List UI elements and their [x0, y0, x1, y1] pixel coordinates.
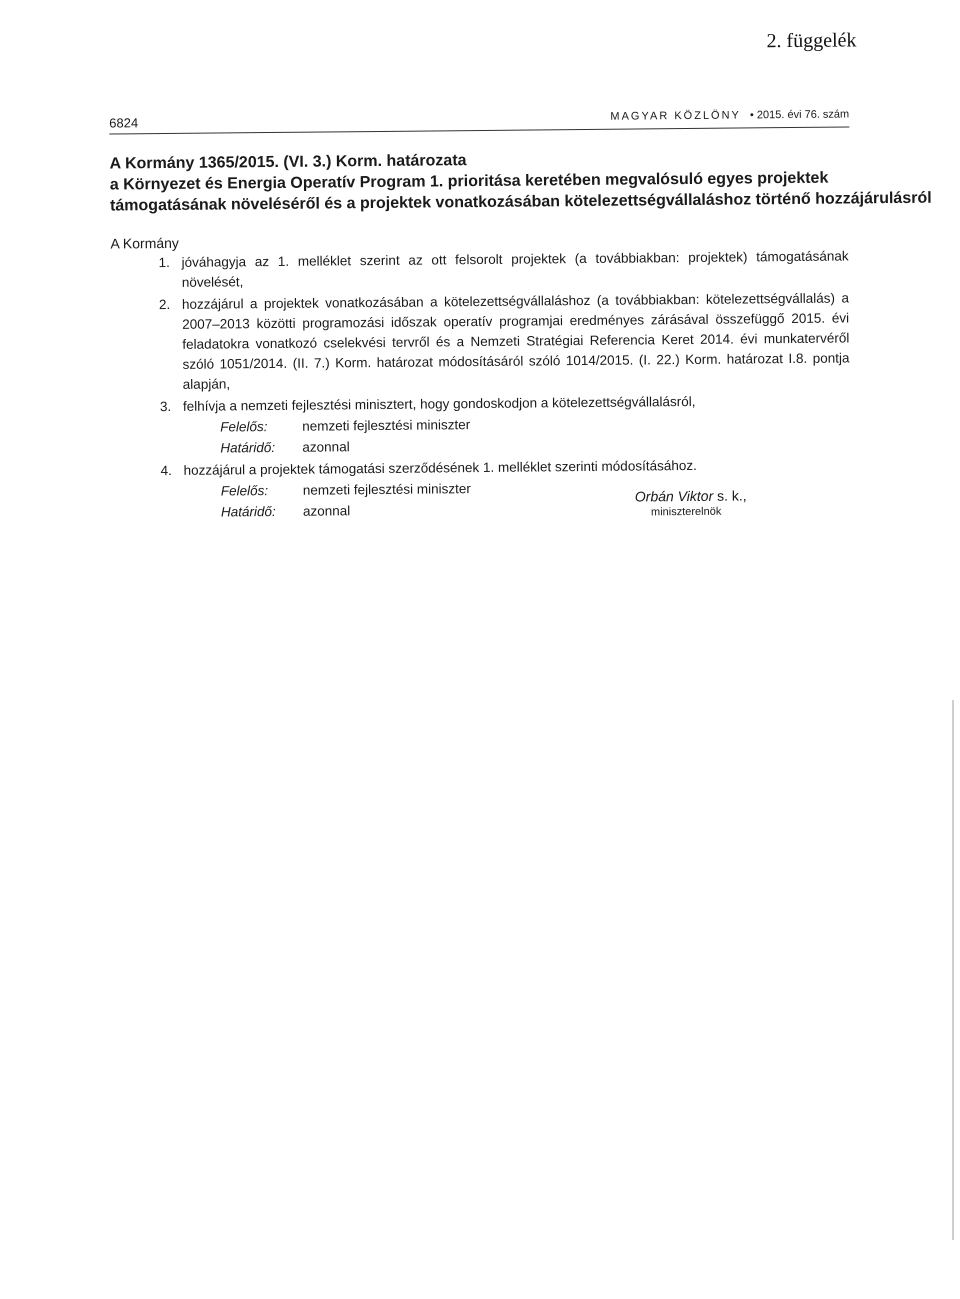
deadline-value: azonnal — [302, 503, 351, 519]
deadline-label: Határidő: — [220, 439, 276, 456]
list-item — [160, 454, 851, 523]
journal-info — [610, 108, 849, 122]
item-text: hozzájárul a projektek támogatási szerződésének 1. melléklet szerinti módosításához. — [183, 457, 697, 478]
scan-edge-line — [952, 700, 954, 1240]
page-number: 6824 — [109, 115, 139, 131]
intro-text: A Kormány — [110, 234, 179, 252]
decree-title — [109, 146, 932, 216]
deadline-value: azonnal — [302, 439, 350, 455]
signer-role: miniszterelnök — [650, 505, 722, 519]
header-separator: • — [749, 109, 754, 122]
title-line-2: a Környezet és Energia Operatív Program 1. prioritása keretében megvalósuló egyes projektek — [109, 169, 829, 194]
item-number: 1. — [158, 254, 170, 271]
item-number: 3. — [159, 398, 172, 415]
list-item — [159, 288, 850, 395]
item-number: 2. — [158, 296, 171, 313]
responsible-value: nemzeti fejlesztési miniszter — [302, 481, 471, 498]
appendix-label: 2. függelék — [766, 29, 857, 53]
signer-suffix: s. k., — [713, 487, 747, 504]
item-text: hozzájárul a projektek vonatkozásában a kötelezettségvállaláshoz (a továbbiakban: kötelezettségvállalás) a 2007–2013 közötti programozási időszak operatív programjai eredményes zárásával összefüggő 2015. évi feladatokra vonatkozó cselekvési tervről és a Nemzeti Stratégiai Referencia Keret 2014. évi munkatervéről szóló 1051/2014. (II. 7.) Korm. határozat módosításáról szóló 1014/2015. (I. 22.) Korm. határozat I.8. pontja alapján, — [181, 290, 850, 392]
list-item — [160, 390, 851, 459]
responsible-label: Felelős: — [220, 419, 268, 435]
title-line-1: A Kormány 1365/2015. (VI. 3.) Korm. határozata — [109, 152, 467, 173]
decision-list — [158, 246, 851, 525]
item-number: 4. — [160, 462, 172, 479]
list-item — [158, 246, 848, 293]
journal-name: MAGYAR KÖZLÖNY — [610, 109, 741, 123]
page-header — [109, 106, 849, 134]
deadline-label: Határidő: — [220, 503, 276, 520]
journal-issue: 2015. évi 76. szám — [756, 108, 850, 122]
signer-name: Orbán Viktor — [634, 487, 714, 505]
signature-block — [635, 487, 747, 518]
responsible-value: nemzeti fejlesztési miniszter — [302, 417, 471, 434]
responsible-label: Felelős: — [220, 483, 269, 499]
item-text: felhívja a nemzeti fejlesztési minisztert, hogy gondoskodjon a kötelezettségvállalásról, — [182, 393, 696, 414]
title-line-3: támogatásának növeléséről és a projektek vonatkozásában kötelezettségvállaláshoz történő hozzájárulásról — [109, 189, 932, 215]
item-text: jóváhagyja az 1. melléklet szerint az ott felsorolt projektek (a továbbiakban: projektek) támogatásának növelését, — [181, 248, 849, 290]
